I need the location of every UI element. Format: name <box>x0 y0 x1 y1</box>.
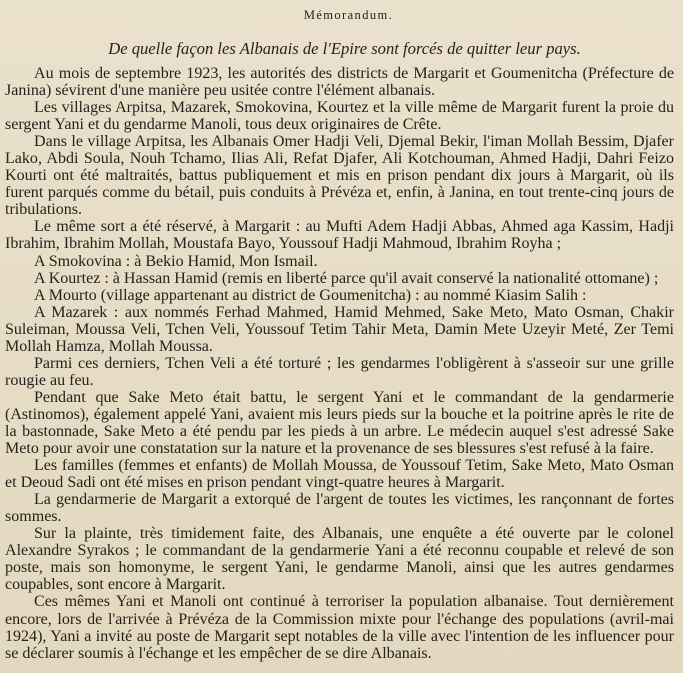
paragraph: La gendarmerie de Margarit a extorqué de l'argent de toutes les victimes, les rançonnant de fortes sommes. <box>5 491 674 526</box>
paragraph: Les familles (femmes et enfants) de Mollah Moussa, de Youssouf Tetim, Sake Meto, Mato Osman et Deoud Sadi ont été mises en prison pendant vingt-quatre heures à Margarit. <box>5 457 674 492</box>
paragraph: A Smokovina : à Bekio Hamid, Mon Ismail. <box>34 252 318 270</box>
paragraph: Ces mêmes Yani et Manoli ont continué à terroriser la population albanaise. Tout dernièrement encore, lors de l'arrivée à Prévéza de la Commission mixte pour l'échange des populations (avril-mai 1924), Yani a invité au poste de Margarit sept notables de la ville avec l'intention de les influencer pour se déclarer soumis à l'échange et les empêcher de se dire Albanais. <box>5 593 674 662</box>
paragraph: Pendant que Sake Meto était battu, le sergent Yani et le commandant de la gendarmerie (Astinomos), également appelé Yani, avaient mis leurs pieds sur la bouche et la poitrine après le rite de la bastonnade, Sake Meto a été pendu par les pieds à un arbre. Le médecin auquel s'est adressé Sake Meto pour avoir une constatation sur la nature et la provenance de ses blessures s'est refusé à la faire. <box>5 388 674 458</box>
document-title: De quelle façon les Albanais de l'Epire sont forcés de quitter leur pays. <box>108 39 581 58</box>
paragraph: A Kourtez : à Hassan Hamid (remis en liberté parce qu'il avait conservé la nationalité ottomane) ; <box>34 269 659 287</box>
paragraph: Sur la plainte, très timidement faite, des Albanais, une enquête a été ouverte par le colonel Alexandre Syrakos ; le commandant de la gendarmerie Yani a été reconnu coupable et relevé de son poste, mais son homonyme, le sergent Yani, le gendarme Manoli, ainsi que les autres gendarmes coupables, sont encore à Margarit. <box>5 525 674 594</box>
paragraph: A Mazarek : aux nommés Ferhad Mahmed, Hamid Mehmed, Sake Meto, Mato Osman, Chakir Suleiman, Moussa Veli, Tchen Veli, Youssouf Tetim Tahir Meta, Damin Mete Uzeyir Meté, Zer Temi Mollah Hamza, Mollah Moussa. <box>5 303 674 355</box>
paragraph: Le même sort a été réservé, à Margarit : au Mufti Adem Hadji Abbas, Ahmed aga Kassim, Hadji Ibrahim, Ibrahim Mollah, Moustafa Bayo, Youssouf Hadji Mahmoud, Ibrahim Royha ; <box>5 218 674 253</box>
paragraph: Parmi ces derniers, Tchen Veli a été torturé ; les gendarmes l'obligèrent à s'asseoir sur une grille rougie au feu. <box>5 354 674 389</box>
body-text <box>5 65 674 662</box>
paragraph: A Mourto (village appartenant au district de Goumenitcha) : au nommé Kiasim Salih : <box>34 286 587 304</box>
running-header: Mémorandum. <box>303 8 394 22</box>
paragraph: Les villages Arpitsa, Mazarek, Smokovina, Kourtez et la ville même de Margarit furent la proie du sergent Yani et du gendarme Manoli, tous deux originaires de Crête. <box>5 99 674 134</box>
paragraph: Dans le village Arpitsa, les Albanais Omer Hadji Veli, Djemal Bekir, l'iman Mollah Bessim, Djafer Lako, Abdi Soula, Nouh Tchamo, Ilias Ali, Refat Djafer, Ali Kotchouman, Ahmed Hadji, Dahri Feizo Kourti ont été maltraités, battus publiquement et mis en prison pendant dix jours à Margarit, où ils furent parqués comme du bétail, puis conduits à Prévéza et, enfin, à Janina, en tout trente-cinq jours de tribulations. <box>5 133 674 219</box>
paragraph: Au mois de septembre 1923, les autorités des districts de Margarit et Goumenitcha (Préfecture de Janina) sévirent d'une manière peu usitée contre l'élément albanais. <box>5 65 674 100</box>
